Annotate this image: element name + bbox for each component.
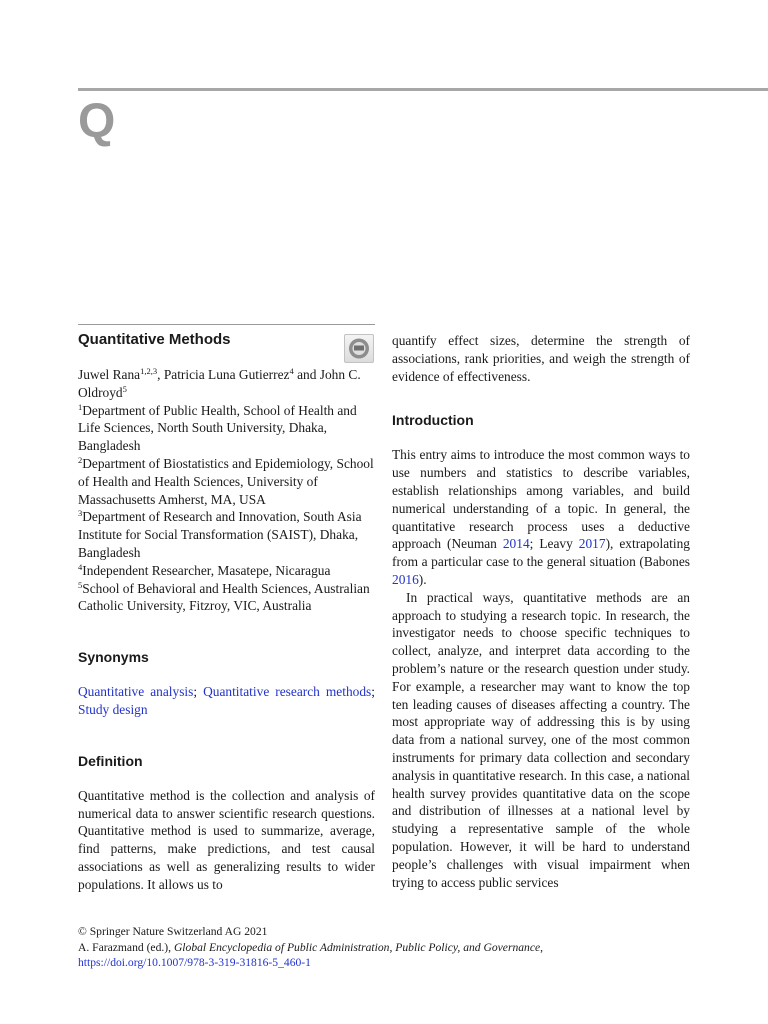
affiliation-number: 1 bbox=[78, 401, 83, 412]
affiliation-text: School of Behavioral and Health Sciences, Australian Catholic University, Fitzroy, VIC, Australia bbox=[78, 580, 370, 614]
affiliation-text: Department of Public Health, School of Health and Life Sciences, North South University, Dhaka, Bangladesh bbox=[78, 402, 357, 454]
synonym-link[interactable]: Study design bbox=[78, 701, 148, 717]
intro-text: This entry aims to introduce the most common ways to use numbers and statistics to describe variables, establish relationships among variables, and build numerical understanding of a topic. In general, the quantitative research process uses a deductive approach (Neuman bbox=[392, 447, 690, 552]
affiliation-number: 3 bbox=[78, 508, 83, 519]
affiliation-number: 2 bbox=[78, 454, 83, 465]
author-separator: , bbox=[157, 367, 164, 382]
crossmark-icon bbox=[345, 335, 373, 362]
top-rule bbox=[78, 88, 768, 91]
intro-text: ). bbox=[418, 571, 427, 587]
footer bbox=[78, 924, 698, 971]
intro-paragraph-2: In practical ways, quantitative methods are an approach to studying a research topic. In research, the investigator needs to choose specific techniques to collect, analyze, and interpret data according to the problem’s nature or the research question under study. For example, a researcher may want to know the top ten leading causes of diseases affecting a country. The most appropriate way of addressing this is by using data from a national survey, one of the most common instruments for primary data collection and secondary analysis in quantitative research. In this case, a national health survey provides quantitative data on the scope and distribution of illnesses at a national level by studying a representative sample of the whole population. However, it will be hard to understand people’s challenges with visual impairment when trying to access public services bbox=[392, 589, 690, 890]
crossmark-button[interactable] bbox=[344, 334, 374, 363]
affiliation-number: 5 bbox=[78, 579, 83, 590]
affiliation bbox=[78, 455, 375, 508]
definition-continued: quantify effect sizes, determine the strength of associations, rank priorities, and weigh the strength of evidence of effectiveness. bbox=[392, 333, 690, 384]
affiliation-text: Department of Research and Innovation, South Asia Institute for Social Transformation (SAIST), Dhaka, Bangladesh bbox=[78, 509, 362, 560]
citation-link[interactable]: 2017 bbox=[578, 536, 606, 552]
author-separator: and bbox=[293, 367, 320, 382]
section-letter: Q bbox=[78, 95, 116, 148]
intro-paragraph-1 bbox=[392, 446, 690, 588]
citation-link[interactable]: 2014 bbox=[502, 536, 530, 552]
synonym-link[interactable]: Quantitative research methods bbox=[203, 684, 372, 700]
synonym-separator: ; bbox=[371, 684, 375, 700]
affiliation-number: 4 bbox=[78, 561, 83, 572]
left-column bbox=[78, 366, 375, 894]
doi-link[interactable]: https://doi.org/10.1007/978-3-319-31816-5_460-1 bbox=[78, 956, 311, 969]
citation-link[interactable]: 2016 bbox=[392, 571, 419, 587]
affiliation bbox=[78, 580, 375, 616]
copyright: © Springer Nature Switzerland AG 2021 bbox=[78, 925, 268, 938]
definition-text: Quantitative method is the collection and analysis of numerical data to answer scientific research questions. Quantitative method is used to summarize, average, find patterns, make predictions, and test causal associations as well as generalizing results to wider populations. It allows us to bbox=[78, 787, 375, 892]
affiliation-text: Department of Biostatistics and Epidemiology, School of Health and Health Sciences, University of Massachusetts Amherst, MA, USA bbox=[78, 455, 374, 507]
affiliation bbox=[78, 402, 375, 455]
intro-text: ), extrapolating from a particular case to the general situation (Babones bbox=[392, 536, 690, 570]
introduction-heading: Introduction bbox=[392, 412, 474, 429]
synonym-separator: ; bbox=[193, 684, 204, 700]
author-name[interactable]: Patricia Luna Gutierrez bbox=[163, 367, 290, 382]
definition-heading: Definition bbox=[78, 752, 143, 769]
intro-text: ; Leavy bbox=[529, 536, 579, 552]
author-name[interactable]: Juwel Rana bbox=[78, 367, 141, 382]
author-affil-ref: 4 bbox=[289, 366, 294, 376]
author-list bbox=[78, 366, 375, 402]
author-affil-ref: 1,2,3 bbox=[140, 366, 158, 376]
synonyms-heading: Synonyms bbox=[78, 649, 149, 666]
synonyms-list bbox=[78, 683, 375, 719]
author-affil-ref: 5 bbox=[122, 383, 127, 394]
book-suffix: , bbox=[540, 940, 544, 954]
synonym-link[interactable]: Quantitative analysis bbox=[78, 684, 194, 700]
editor: A. Farazmand (ed.), bbox=[78, 940, 174, 954]
entry-title: Quantitative Methods bbox=[78, 331, 231, 348]
affiliation-text: Independent Researcher, Masatepe, Nicaragua bbox=[82, 562, 331, 578]
book-title: Global Encyclopedia of Public Administration, Public Policy, and Governance bbox=[173, 940, 541, 954]
citation-line bbox=[78, 940, 698, 956]
affiliation bbox=[78, 562, 375, 580]
affiliation bbox=[78, 508, 375, 561]
author-name[interactable]: John C. Oldroyd bbox=[78, 367, 361, 400]
title-rule bbox=[78, 324, 375, 325]
right-column bbox=[392, 332, 690, 891]
